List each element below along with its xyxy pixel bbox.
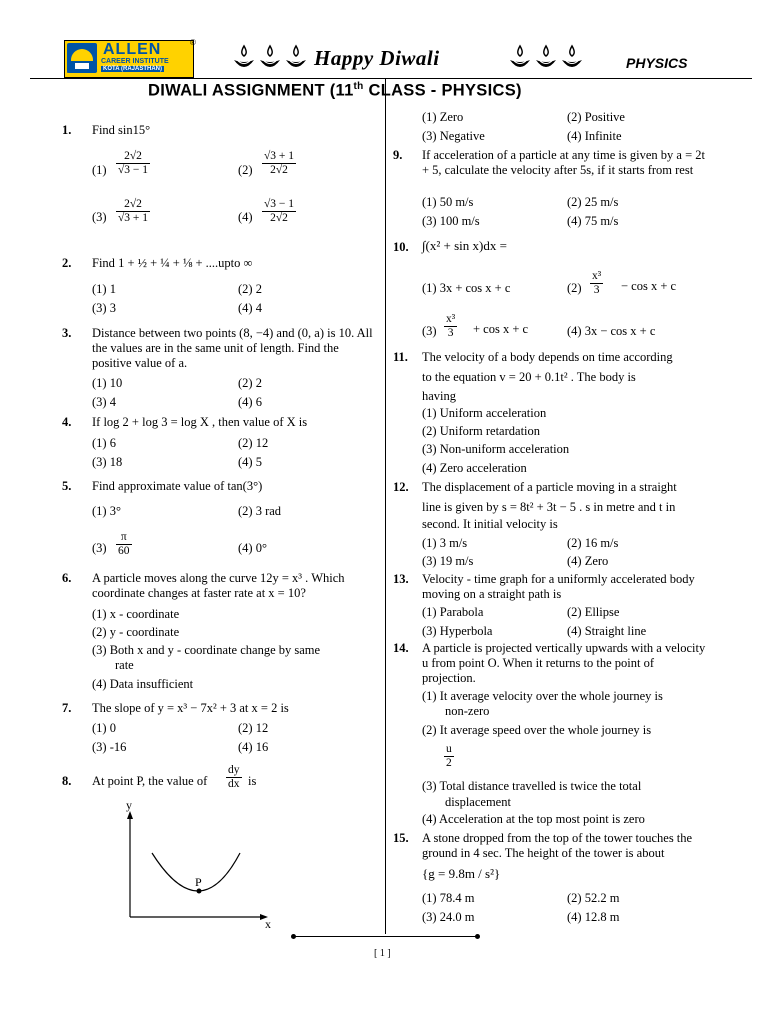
option: (3) 19 m/s <box>422 554 474 568</box>
diya-lamp-icon <box>560 44 584 72</box>
option: (2) 2 <box>238 282 262 296</box>
allen-logo <box>64 40 194 78</box>
option: (2) 16 m/s <box>567 536 619 550</box>
derivative-fraction: $\frac{dy}{dx}$ <box>228 764 240 790</box>
option-fraction: $\frac{\text{x³}}{3}$ <box>446 313 456 339</box>
option: (3) Total distance travelled is twice the total <box>422 779 642 793</box>
option: (2) It average speed over the whole journey is <box>422 723 652 737</box>
option: (1) 10 <box>92 376 123 390</box>
option: (3) Both x and y - coordinate change by same <box>92 643 321 657</box>
question-stem: second. It initial velocity is <box>422 517 558 531</box>
option: (1) Zero <box>422 110 464 124</box>
option: (4) 16 <box>238 740 269 754</box>
question-number: 5. <box>62 479 72 493</box>
option: (3) Non-uniform acceleration <box>422 442 570 456</box>
option-fraction: $\frac{\pi}{60}$ <box>118 531 130 557</box>
question-stem: A stone dropped from the top of the tower touches the ground in 4 sec. The height of the tower is about <box>422 831 693 860</box>
question-stem: ∫(x² + sin x)dx = <box>422 238 507 253</box>
option-remainder: + cos x + c <box>473 322 529 336</box>
question-stem: to the equation v = 20 + 0.1t² . The body is <box>422 370 636 384</box>
question-stem: Find 1 + ½ + ¼ + ⅛ + ....upto ∞ <box>92 256 253 270</box>
option: (1) 0 <box>92 721 116 735</box>
option: (2) 12 <box>238 721 269 735</box>
option-continued: displacement <box>445 795 511 809</box>
logo-tagline: path to success <box>67 69 98 74</box>
option: (1) 6 <box>92 436 116 450</box>
option: (3) 100 m/s <box>422 214 480 228</box>
option: (1) 3° <box>92 504 121 518</box>
question-stem: A particle moves along the curve 12y = x³ . Which coordinate changes at faster rate at x = 10? <box>92 571 345 600</box>
diya-lamp-icon <box>284 44 308 72</box>
question-number: 13. <box>393 572 409 586</box>
question-number: 2. <box>62 256 72 270</box>
option-fraction: $\frac{\text{x³}}{3}$ <box>592 270 602 296</box>
option: (4) Infinite <box>567 129 622 143</box>
option: (4) Acceleration at the top most point is zero <box>422 812 645 826</box>
diya-lamp-icon <box>534 44 558 72</box>
question-stem: Distance between two points (8, −4) and (0, a) is 10. All the values are in the same unit of length. Find the positive value of a. <box>92 326 373 370</box>
question-stem: The slope of y = x³ − 7x² + 3 at x = 2 is <box>92 701 289 715</box>
question-number: 4. <box>62 415 72 429</box>
option: (4) 75 m/s <box>567 214 619 228</box>
option: (4) 5 <box>238 455 262 469</box>
option: (1) <box>92 163 107 177</box>
diwali-banner <box>232 44 587 74</box>
option: (1) Parabola <box>422 605 484 619</box>
option: (1) 3 m/s <box>422 536 468 550</box>
option: (4) 4 <box>238 301 262 315</box>
option: (2) Ellipse <box>567 605 620 619</box>
option: (3) -16 <box>92 740 127 754</box>
option: (1) 78.4 m <box>422 891 475 905</box>
logo-brand: ALLEN <box>103 41 162 58</box>
option: (2) Uniform retardation <box>422 424 541 438</box>
option: (3) 3 <box>92 301 116 315</box>
question-stem: If acceleration of a particle at any time is given by a = 2t + 5, calculate the velocity after 5s, if it starts from rest <box>422 148 705 177</box>
option: (1) 50 m/s <box>422 195 474 209</box>
option: (3) 24.0 m <box>422 910 475 924</box>
option: (4) Zero <box>567 554 609 568</box>
y-axis-arrow <box>127 811 133 819</box>
question-number: 7. <box>62 701 72 715</box>
option-fraction: $\frac{2√2}{√3 - 1}$ <box>118 150 149 176</box>
question-number: 8. <box>62 774 72 788</box>
option: (3) <box>92 210 107 224</box>
option: (2) 2 <box>238 376 262 390</box>
diya-lamp-icon <box>232 44 256 72</box>
diya-lamp-icon <box>258 44 282 72</box>
option-fraction: $\frac{u}{2}$ <box>446 743 452 769</box>
option-fraction: $\frac{√3 + 1}{2√2}$ <box>264 150 295 176</box>
y-axis-label: y <box>126 798 132 812</box>
question-number: 9. <box>393 148 403 162</box>
subject-label: PHYSICS <box>626 55 688 71</box>
question-number: 12. <box>393 480 409 494</box>
footer-rule-dot <box>475 934 480 939</box>
option-remainder: − cos x + c <box>621 279 677 293</box>
question-stem: Find approximate value of tan(3°) <box>92 479 263 493</box>
option: (2) 52.2 m <box>567 891 620 905</box>
diya-lamp-icon <box>508 44 532 72</box>
option: (4) Data insufficient <box>92 677 194 691</box>
option: (4) 12.8 m <box>567 910 620 924</box>
option: (4) Straight line <box>567 624 647 638</box>
option: (2) <box>567 281 582 295</box>
option: (4) 3x − cos x + c <box>567 324 656 338</box>
option: (3) <box>422 324 437 338</box>
question-number: 11. <box>393 350 408 364</box>
option: (3) 18 <box>92 455 123 469</box>
footer-rule <box>294 936 478 937</box>
question-stem: A particle is projected vertically upwards with a velocity u from point O. When it returns to the point of projection. <box>422 641 706 685</box>
question-number: 14. <box>393 641 409 655</box>
point-p <box>197 889 202 894</box>
question-stem: If log 2 + log 3 = log X , then value of X is <box>92 415 308 429</box>
option-continued: rate <box>115 658 134 672</box>
option: (3) Negative <box>422 129 485 143</box>
option: (3) Hyperbola <box>422 624 493 638</box>
option: (2) 3 rad <box>238 504 282 518</box>
option: (1) 3x + cos x + c <box>422 281 511 295</box>
option: (1) It average velocity over the whole journey is <box>422 689 663 703</box>
option: (1) Uniform acceleration <box>422 406 547 420</box>
question-number: 3. <box>62 326 72 340</box>
header-rule <box>30 78 752 79</box>
option: (4) Zero acceleration <box>422 461 527 475</box>
question-number: 6. <box>62 571 72 585</box>
option: (4) 0° <box>238 541 267 555</box>
parabola-graph <box>112 795 282 935</box>
question-stem: The velocity of a body depends on time according <box>422 350 673 364</box>
option: (1) x - coordinate <box>92 607 180 621</box>
option: (2) y - coordinate <box>92 625 180 639</box>
question-number: 15. <box>393 831 409 845</box>
option: (3) 4 <box>92 395 116 409</box>
logo-sub: CAREER INSTITUTE <box>101 58 169 65</box>
question-stem: Find sin15° <box>92 123 151 137</box>
footer-rule-dot <box>291 934 296 939</box>
question-stem: line is given by s = 8t² + 3t − 5 . s in metre and t in <box>422 500 676 514</box>
option: (1) 1 <box>92 282 116 296</box>
page-title: DIWALI ASSIGNMENT (11th CLASS - PHYSICS) <box>148 81 522 100</box>
page-number: [ 1 ] <box>374 948 391 959</box>
option: (2) Positive <box>567 110 625 124</box>
logo-city: KOTA (RAJASTHAN) <box>103 66 162 72</box>
question-stem-end: is <box>248 774 257 788</box>
question-number: 10. <box>393 240 409 254</box>
question-stem: At point P, the value of <box>92 774 208 788</box>
question-stem: The displacement of a particle moving in a straight <box>422 480 677 494</box>
option: (2) 25 m/s <box>567 195 619 209</box>
question-stem: Velocity - time graph for a uniformly accelerated body moving on a straight path is <box>422 572 695 601</box>
option-continued: non-zero <box>445 704 490 718</box>
column-divider <box>385 78 386 934</box>
option: (3) <box>92 541 107 555</box>
option: (2) 12 <box>238 436 269 450</box>
banner-text: Happy Diwali <box>314 46 440 70</box>
option-fraction: $\frac{√3 - 1}{2√2}$ <box>264 198 295 224</box>
given-value: {g = 9.8m / s²} <box>422 866 501 881</box>
option: (4) <box>238 210 253 224</box>
question-number: 1. <box>62 123 72 137</box>
option: (4) 6 <box>238 395 262 409</box>
option: (2) <box>238 163 253 177</box>
x-axis-label: x <box>265 917 271 931</box>
option-fraction: $\frac{2√2}{√3 + 1}$ <box>118 198 149 224</box>
registered-mark: ® <box>190 38 196 47</box>
point-p-label: P <box>195 875 202 889</box>
question-stem: having <box>422 389 457 403</box>
